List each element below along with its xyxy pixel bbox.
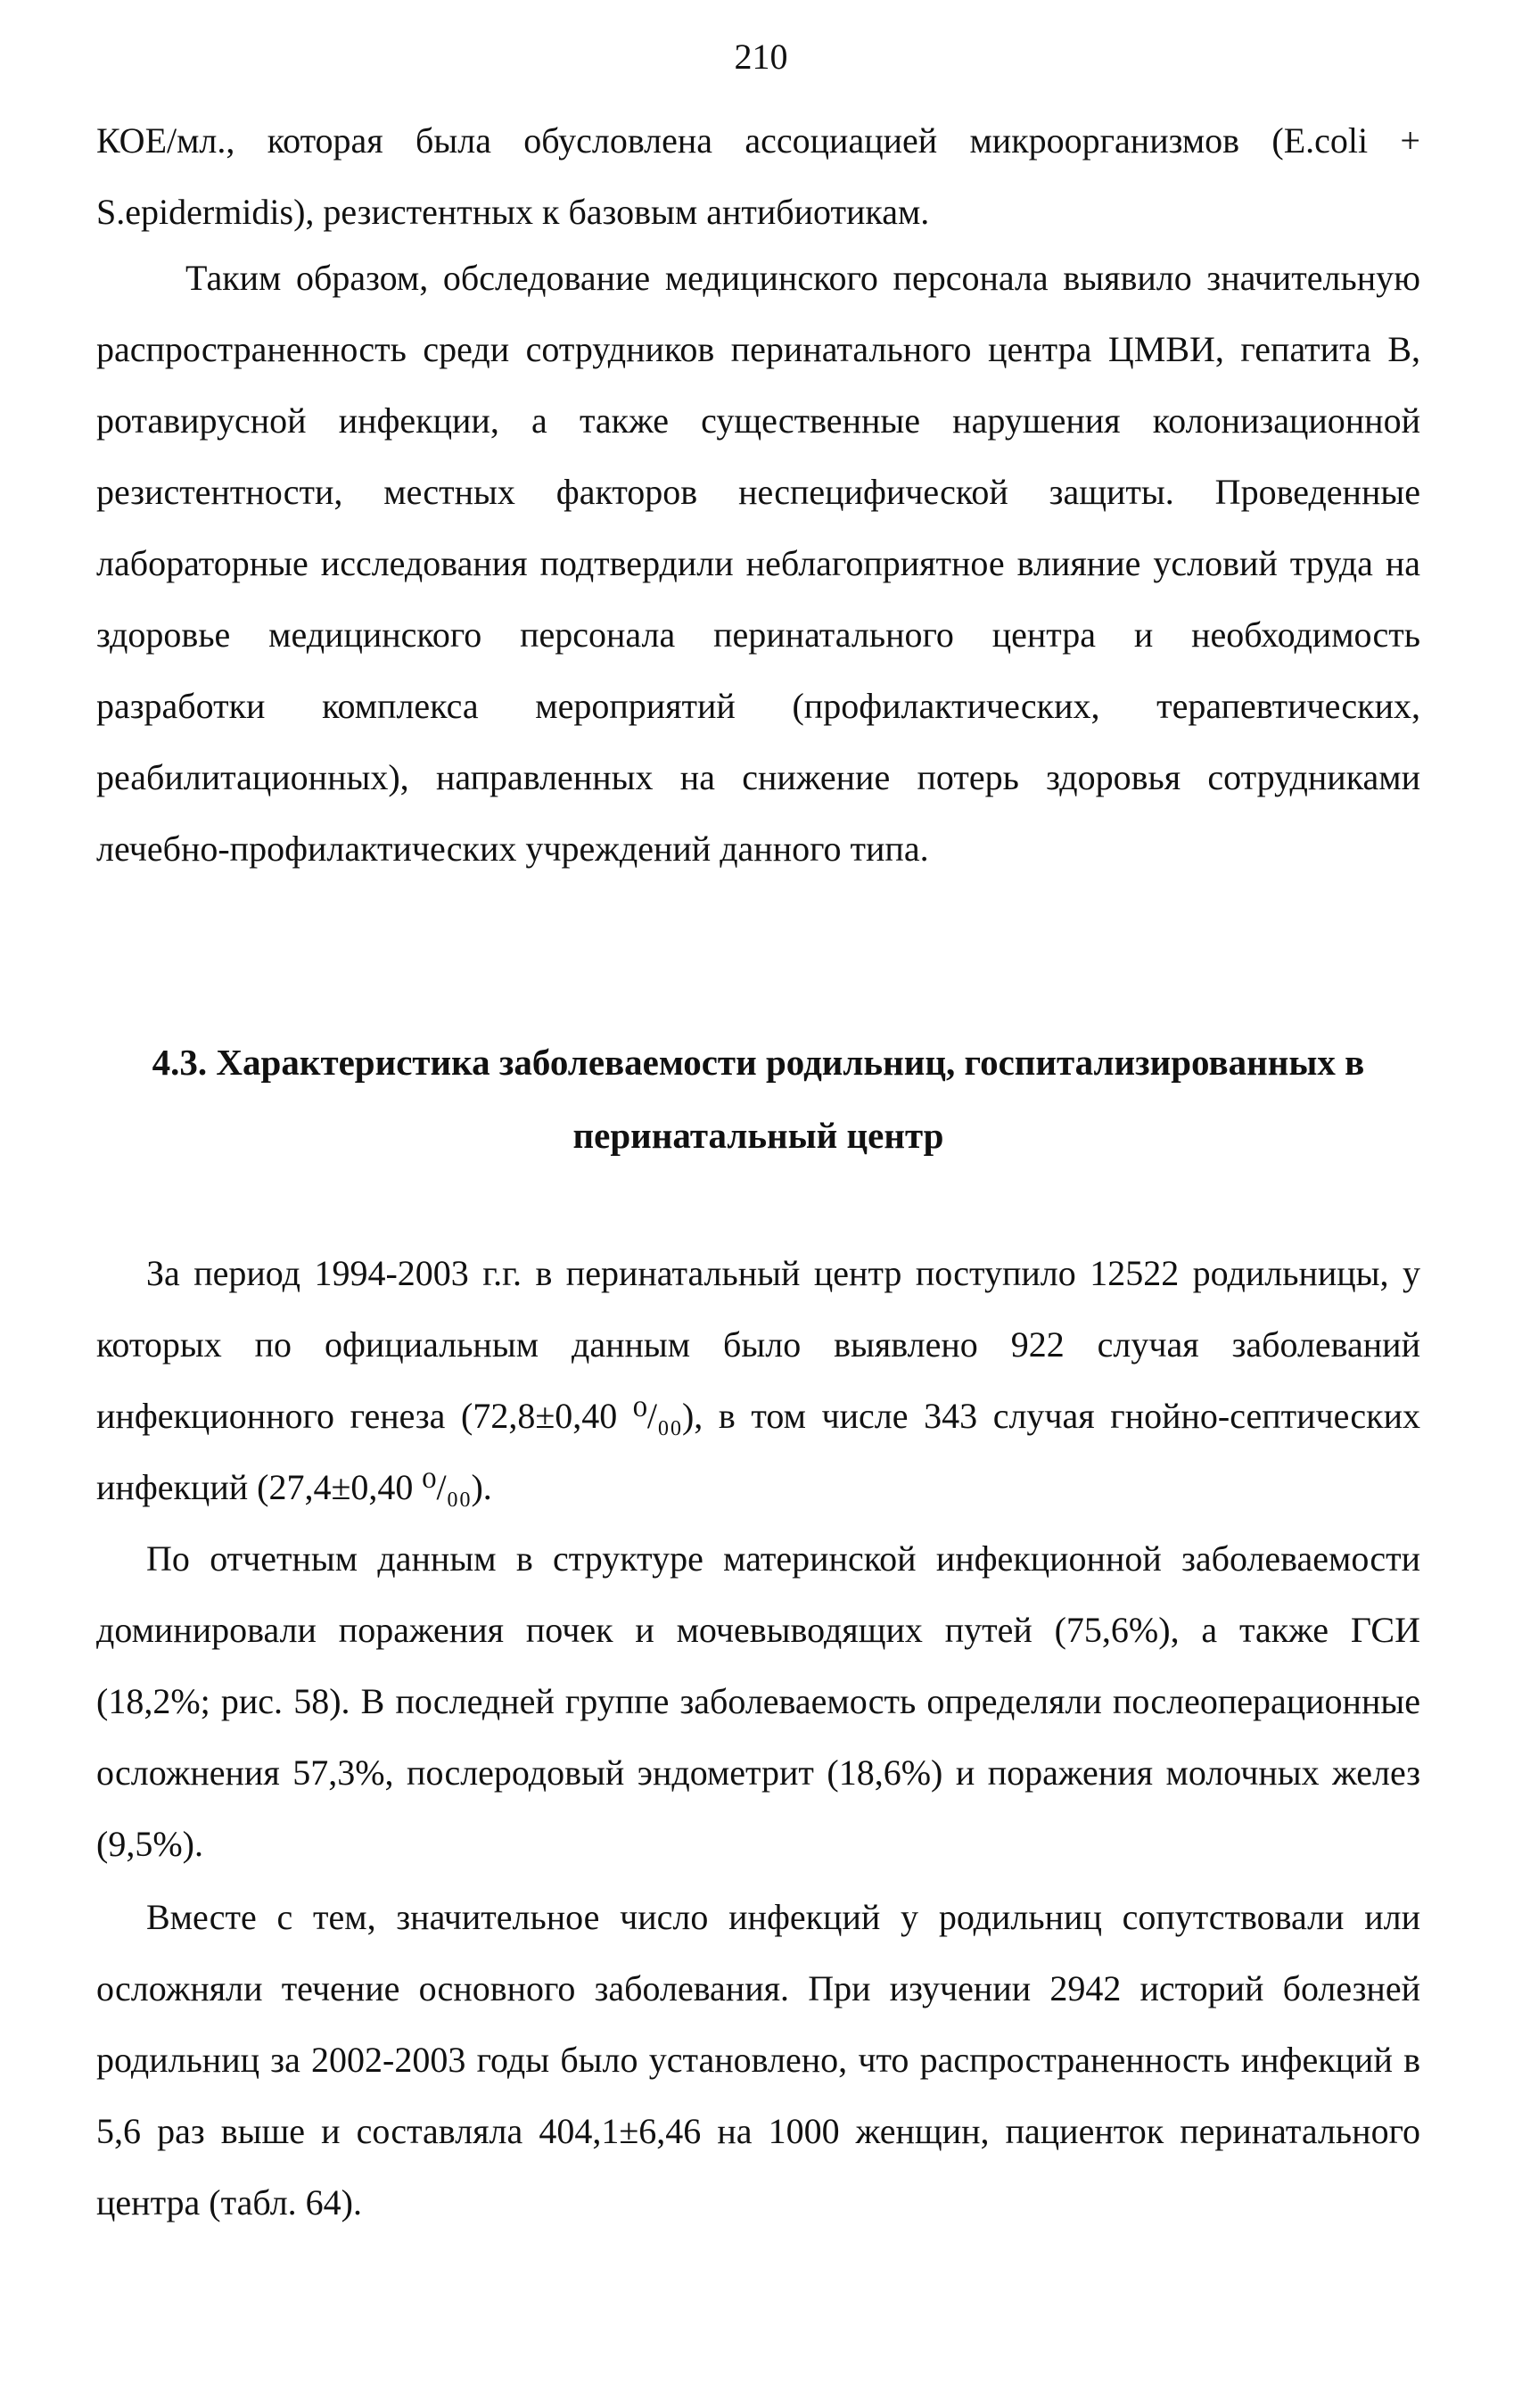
page-number: 210 <box>734 37 788 77</box>
section-heading: 4.3. Характеристика заболеваемости родильниц, госпитализированных в перинатальный центр <box>152 1042 1365 1156</box>
paragraph-staff-survey-summary: Таким образом, обследование медицинского персонала выявило значительную распространенность среди сотрудников перинатального центра ЦМВИ, гепатита В, ротавирусной инфекции, а также существенные нарушения колонизационной резистентности, местных факторов неспецифической защиты. Проведенные лабораторные исследования подтвердили неблагоприятное влияние условий труда на здоровье медицинского персонала перинатального центра и необходимость разработки комплекса мероприятий (профилактических, терапевтических, реабилитационных), направленных на снижение потерь здоровья сотрудниками лечебно-профилактических учреждений данного типа. <box>96 258 1420 869</box>
paragraph-case-history-study: Вместе с тем, значительное число инфекций у родильниц сопутствовали или осложняли течение основного заболевания. При изучении 2942 историй болезней родильниц за 2002-2003 годы было установлено, что распространенность инфекций в 5,6 раз выше и составляла 404,1±6,46 на 1000 женщин, пациенток перинатального центра (табл. 64). <box>96 1897 1420 2222</box>
paragraph-continuation: КОЕ/мл., которая была обусловлена ассоциацией микроорганизмов (E.coli + S.epidermidis), резистентных к базовым антибиотикам. <box>96 120 1420 232</box>
paragraph-morbidity-structure: По отчетным данным в структуре материнской инфекционной заболеваемости доминировали поражения почек и мочевыводящих путей (75,6%), а также ГСИ (18,2%; рис. 58). В последней группе заболеваемость определяли послеоперационные осложнения 57,3%, послеродовый эндометрит (18,6%) и поражения молочных желез (9,5%). <box>96 1538 1420 1864</box>
paragraph-admission-statistics: За период 1994-2003 г.г. в перинатальный центр поступило 12522 родильницы, у которых по официальным данным было выявлено 922 случая заболеваний инфекционного генеза (72,8±0,40 ⁰/₀₀), в том числе 343 случая гнойно-септических инфекций (27,4±0,40 ⁰/₀₀). <box>96 1253 1420 1507</box>
